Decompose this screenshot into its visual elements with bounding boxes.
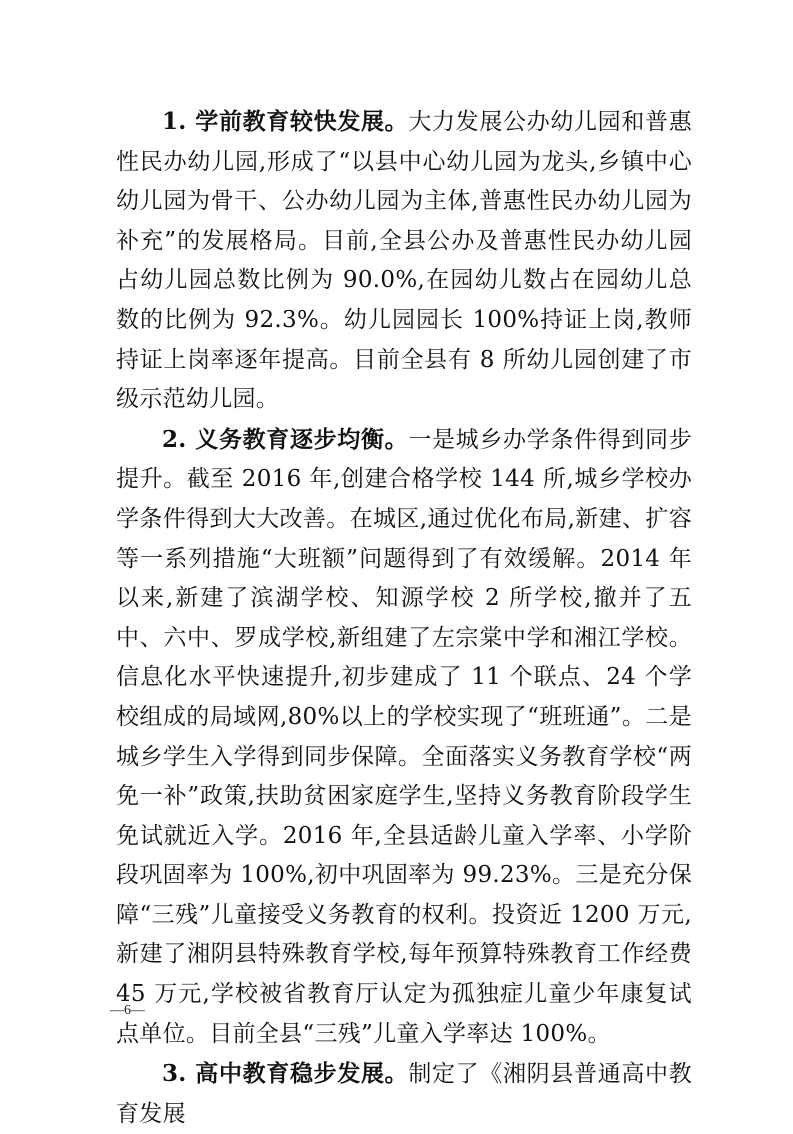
paragraph-preschool-education [116,102,692,420]
paragraph-heading: 1. 学前教育较快发展。 [162,108,409,135]
paragraph-high-school-education [116,1054,692,1134]
paragraph-text: 一是城乡办学条件得到同步提升。截至 2016 年,创建合格学校 144 所,城乡学校办学条件得到大大改善。在城区,通过优化布局,新建、扩容等一系列措施“大班额”问题得到了有效缓解。2014 年以来,新建了滨湖学校、知源学校 2 所学校,撤并了五中、六中、罗成学校,新组建了左宗棠中学和湘江学校。信息化水平快速提升,初步建成了 11 个联点、24 个学校组成的局域网,80%以上的学校实现了“班班通”。二是城乡学生入学得到同步保障。全面落实义务教育学校“两免一补”政策,扶助贫困家庭学生,坚持义务教育阶段学生免试就近入学。2016 年,全县适龄儿童入学率、小学阶段巩固率为 100%,初中巩固率为 99.23%。三是充分保障“三残”儿童接受义务教育的权利。投资近 1200 万元,新建了湘阴县特殊教育学校,每年预算特殊教育工作经费 45 万元,学校被省教育厅认定为孤独症儿童少年康复试点单位。目前全县“三残”儿童入学率达 100%。 [116,426,692,1047]
paragraph-heading: 2. 义务教育逐步均衡。 [162,425,409,453]
page-number: —6— [110,1003,145,1018]
document-body [116,102,692,1134]
paragraph-heading: 3. 高中教育稳步发展。 [162,1060,409,1088]
paragraph-text: 大力发展公办幼儿园和普惠性民办幼儿园,形成了“以县中心幼儿园为龙头,乡镇中心幼儿园为骨干、公办幼儿园为主体,普惠性民办幼儿园为补充”的发展格局。目前,全县公办及普惠性民办幼儿园占幼儿园总数比例为 90.0%,在园幼儿数占在园幼儿总数的比例为 92.3%。幼儿园园长 100%持证上岗,教师持证上岗率逐年提高。目前全县有 8 所幼儿园创建了市级示范幼儿园。 [116,109,692,413]
paragraph-text: 制定了《湘阴县普通高中教育发展 [116,1061,692,1127]
paragraph-compulsory-education [116,420,692,1055]
